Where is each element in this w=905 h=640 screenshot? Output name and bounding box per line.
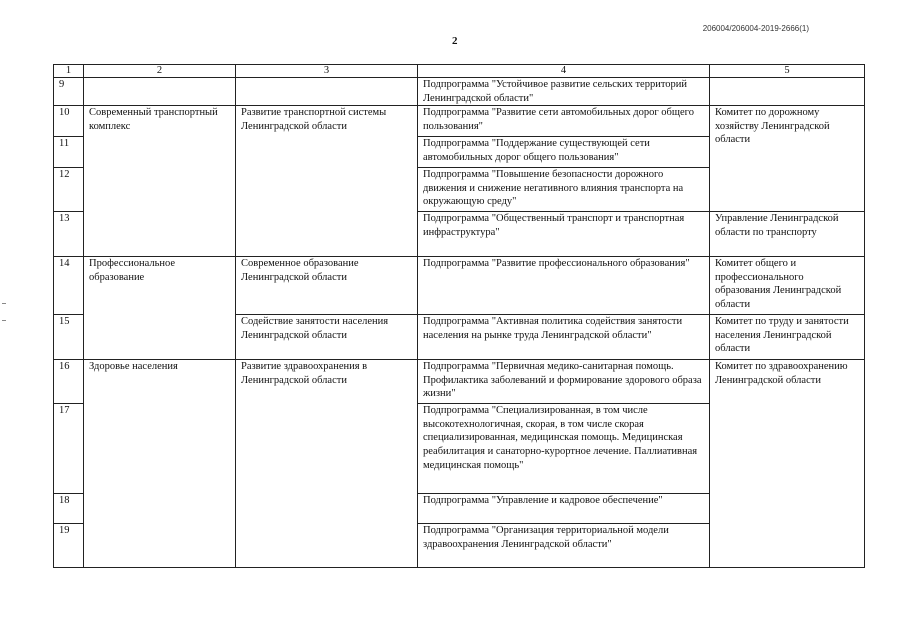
executor-cell <box>710 78 865 106</box>
table-header-row <box>54 65 865 78</box>
table-row <box>54 78 865 106</box>
programs-table <box>53 64 865 568</box>
executor-cell: Управление Ленинградской области по транспорту <box>710 212 865 257</box>
header-cell: 3 <box>236 65 418 78</box>
table-row <box>54 106 865 137</box>
subprogram-cell: Подпрограмма "Повышение безопасности дорожного движения и снижение негативного влияния транспорта на окружающую среду" <box>418 168 710 212</box>
row-number: 17 <box>54 404 84 494</box>
program-cell: Современное образование Ленинградской области <box>236 257 418 315</box>
subprogram-cell: Подпрограмма "Поддержание существующей сети автомобильных дорог общего пользования" <box>418 137 710 168</box>
subprogram-cell: Подпрограмма "Активная политика содействия занятости населения на рынке труда Ленинградской области" <box>418 315 710 360</box>
subprogram-cell: Подпрограмма "Развитие сети автомобильных дорог общего пользования" <box>418 106 710 137</box>
direction-cell: Современный транспортный комплекс <box>84 106 236 257</box>
row-number: 10 <box>54 106 84 137</box>
row-number: 14 <box>54 257 84 315</box>
page-number: 2 <box>452 35 458 47</box>
table-row <box>54 257 865 315</box>
executor-cell: Комитет по дорожному хозяйству Ленинградской области <box>710 106 865 212</box>
header-cell: 5 <box>710 65 865 78</box>
subprogram-cell: Подпрограмма "Устойчивое развитие сельских территорий Ленинградской области" <box>418 78 710 106</box>
program-cell <box>236 78 418 106</box>
row-number: 15 <box>54 315 84 360</box>
subprogram-cell: Подпрограмма "Специализированная, в том числе высокотехнологичная, скорая, в том числе скорая специализированная, медицинская помощь. Медицинская реабилитация и санаторно-курортное лечение. Паллиативная медицинская помощь" <box>418 404 710 494</box>
direction-cell: Профессиональное образование <box>84 257 236 360</box>
subprogram-cell: Подпрограмма "Первичная медико-санитарная помощь. Профилактика заболеваний и формирование здорового образа жизни" <box>418 360 710 404</box>
header-cell: 4 <box>418 65 710 78</box>
header-cell: 2 <box>84 65 236 78</box>
executor-cell: Комитет по труду и занятости населения Ленинградской области <box>710 315 865 360</box>
header-cell: 1 <box>54 65 84 78</box>
table-row <box>54 360 865 404</box>
margin-mark <box>2 320 6 321</box>
program-cell: Развитие транспортной системы Ленинградской области <box>236 106 418 257</box>
margin-mark <box>2 303 6 304</box>
program-cell: Развитие здравоохранения в Ленинградской области <box>236 360 418 568</box>
row-number: 11 <box>54 137 84 168</box>
row-number: 19 <box>54 524 84 568</box>
executor-cell: Комитет общего и профессионального образования Ленинградской области <box>710 257 865 315</box>
row-number: 13 <box>54 212 84 257</box>
subprogram-cell: Подпрограмма "Управление и кадровое обеспечение" <box>418 494 710 524</box>
row-number: 12 <box>54 168 84 212</box>
executor-cell: Комитет по здравоохранению Ленинградской области <box>710 360 865 568</box>
subprogram-cell: Подпрограмма "Развитие профессионального образования" <box>418 257 710 315</box>
document-number: 206004/206004-2019-2666(1) <box>702 24 809 33</box>
subprogram-cell: Подпрограмма "Общественный транспорт и транспортная инфраструктура" <box>418 212 710 257</box>
row-number: 16 <box>54 360 84 404</box>
row-number: 9 <box>54 78 84 106</box>
program-cell: Содействие занятости населения Ленинградской области <box>236 315 418 360</box>
row-number: 18 <box>54 494 84 524</box>
direction-cell: Здоровье населения <box>84 360 236 568</box>
direction-cell <box>84 78 236 106</box>
subprogram-cell: Подпрограмма "Организация территориальной модели здравоохранения Ленинградской области" <box>418 524 710 568</box>
